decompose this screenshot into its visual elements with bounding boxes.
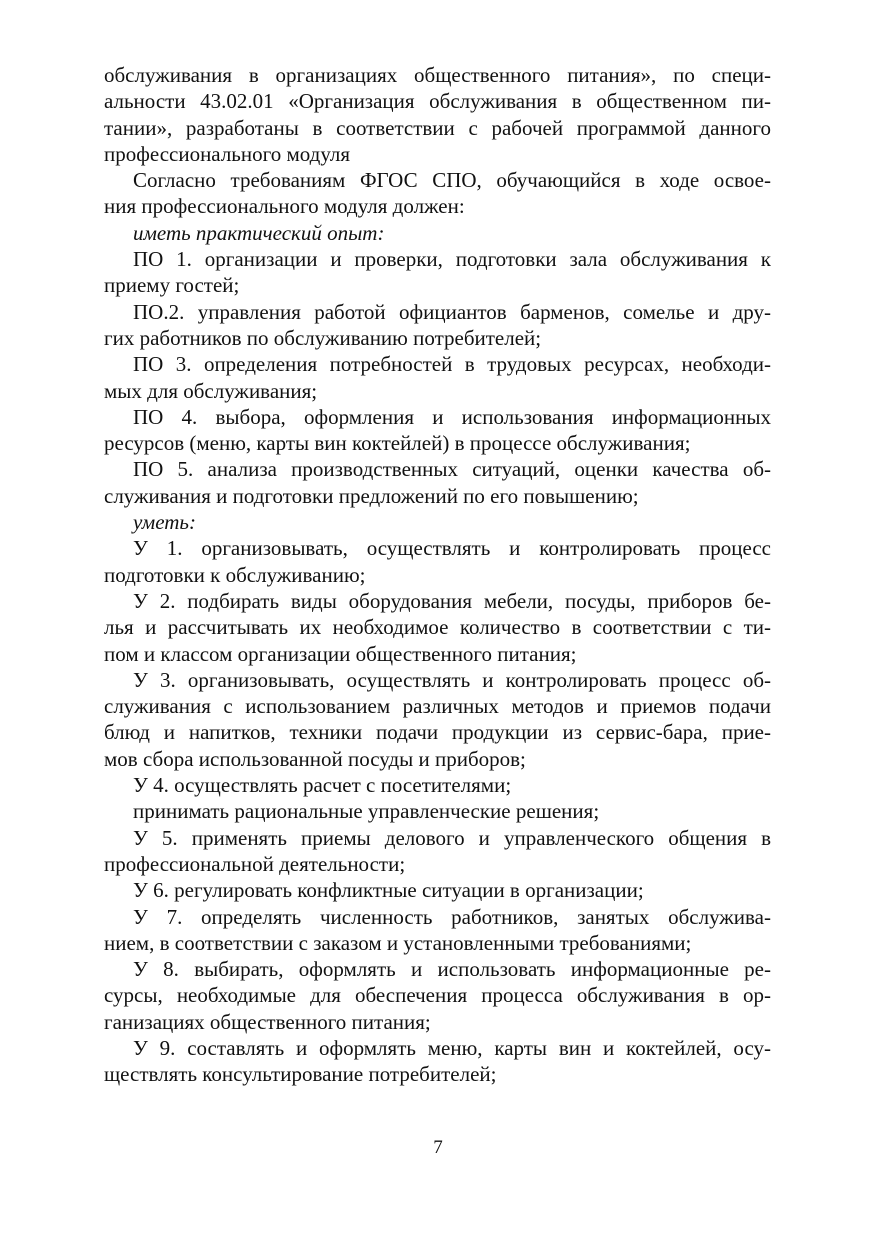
paragraph-fgos — [104, 167, 771, 220]
text-line: мых для обслуживания; — [104, 378, 318, 403]
document-page — [104, 62, 771, 1088]
page-number: 7 — [433, 1137, 443, 1158]
text-line: ганизациях общественного питания; — [104, 1009, 431, 1034]
paragraph-u-5 — [104, 825, 771, 878]
text-line: ПО 4. выбора, оформления и использования информационных — [133, 404, 771, 429]
paragraph-po-3 — [104, 351, 771, 404]
paragraph-u-8 — [104, 956, 771, 1035]
text-line: У 5. применять приемы делового и управленческого общения в — [133, 825, 771, 850]
heading-experience — [104, 220, 771, 246]
text-line: профессиональной деятельности; — [104, 851, 406, 876]
text-line: Согласно требованиям ФГОС СПО, обучающийся в ходе освое- — [133, 168, 771, 193]
text-line: лья и рассчитывать их необходимое количество в соответствии с ти- — [104, 615, 771, 640]
paragraph-u-2 — [104, 588, 771, 667]
text-line: подготовки к обслуживанию; — [104, 562, 366, 587]
text-line: гих работников по обслуживанию потребителей; — [104, 325, 542, 350]
text-line: альности 43.02.01 «Организация обслуживания в общественном пи- — [104, 89, 771, 114]
text-line: У 2. подбирать виды оборудования мебели, посуды, приборов бе- — [133, 588, 771, 613]
text-line: ПО 5. анализа производственных ситуаций, оценки качества об- — [133, 457, 771, 482]
paragraph-intro — [104, 62, 771, 167]
text-line: профессионального модуля — [104, 141, 351, 166]
section-heading: иметь практический опыт: — [133, 220, 385, 245]
section-heading: уметь: — [133, 510, 196, 535]
paragraph-u-4b — [104, 798, 771, 824]
text-line: ПО 1. организации и проверки, подготовки зала обслуживания к — [133, 247, 771, 272]
text-line: У 7. определять численность работников, занятых обслужива- — [133, 904, 771, 929]
text-line: У 8. выбирать, оформлять и использовать информационные ре- — [133, 957, 771, 982]
paragraph-u-6 — [104, 877, 771, 903]
text-line: сурсы, необходимые для обеспечения процесса обслуживания в ор- — [104, 983, 771, 1008]
text-line: ПО 3. определения потребностей в трудовых ресурсах, необходи- — [133, 352, 771, 377]
paragraph-u-1 — [104, 535, 771, 588]
paragraph-u-4 — [104, 772, 771, 798]
text-line: нием, в соответствии с заказом и установленными требованиями; — [104, 930, 692, 955]
paragraph-po-5 — [104, 456, 771, 509]
text-line: принимать рациональные управленческие решения; — [133, 799, 600, 824]
text-line: обслуживания в организациях общественного питания», по специ- — [104, 63, 771, 87]
text-line: ПО.2. управления работой официантов барменов, сомелье и дру- — [133, 299, 771, 324]
text-line: У 9. составлять и оформлять меню, карты вин и коктейлей, осу- — [133, 1035, 771, 1060]
paragraph-po-1 — [104, 246, 771, 299]
text-line: ществлять консультирование потребителей; — [104, 1062, 497, 1087]
paragraph-u-3 — [104, 667, 771, 772]
paragraph-po-4 — [104, 404, 771, 457]
text-line: У 4. осуществлять расчет с посетителями; — [133, 773, 512, 798]
paragraph-u-9 — [104, 1035, 771, 1088]
text-line: служивания и подготовки предложений по его повышению; — [104, 483, 639, 508]
text-line: мов сбора использованной посуды и приборов; — [104, 746, 526, 771]
text-line: У 6. регулировать конфликтные ситуации в организации; — [133, 878, 644, 903]
text-line: тании», разработаны в соответствии с рабочей программой данного — [104, 115, 771, 140]
text-line: ния профессионального модуля должен: — [104, 194, 465, 219]
paragraph-po-2 — [104, 299, 771, 352]
text-line: пом и классом организации общественного питания; — [104, 641, 577, 666]
text-line: блюд и напитков, техники подачи продукции из сервис-бара, прие- — [104, 720, 771, 745]
paragraph-u-7 — [104, 904, 771, 957]
text-line: ресурсов (меню, карты вин коктейлей) в процессе обслуживания; — [104, 431, 691, 456]
text-line: У 1. организовывать, осуществлять и контролировать процесс — [133, 536, 771, 561]
text-line: приему гостей; — [104, 273, 240, 298]
heading-skills — [104, 509, 771, 535]
text-line: У 3. организовывать, осуществлять и контролировать процесс об- — [133, 667, 771, 692]
text-line: служивания с использованием различных методов и приемов подачи — [104, 694, 771, 719]
